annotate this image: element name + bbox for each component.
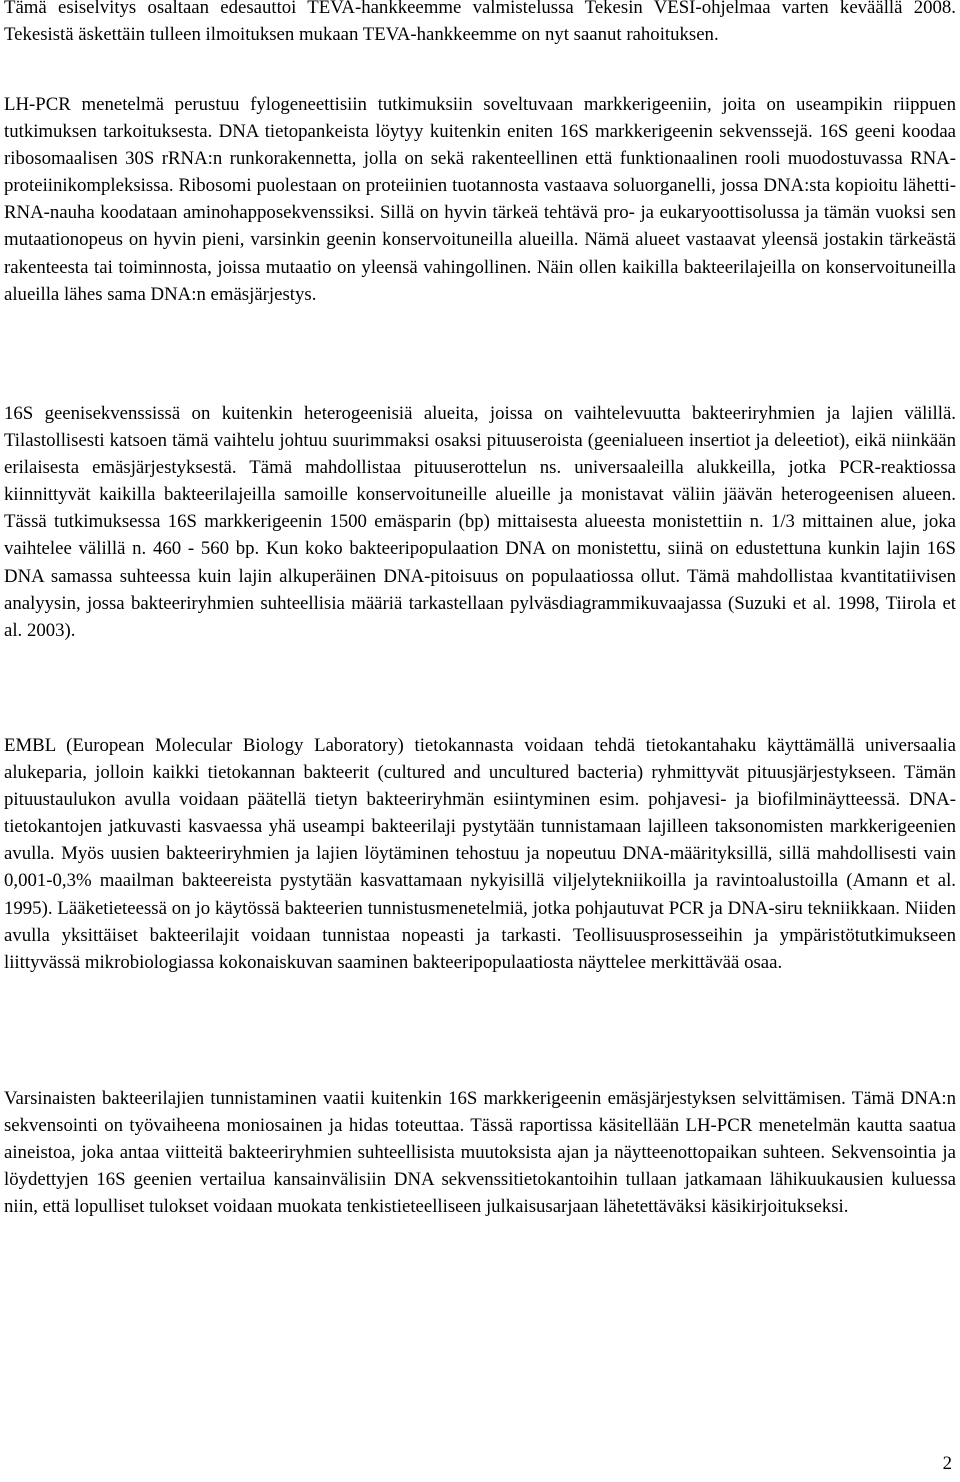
paragraph-embl-database: EMBL (European Molecular Biology Laboratory) tietokannasta voidaan tehdä tietokantahaku käyttämällä universaalia alukeparia, jolloin kaikki tietokannan bakteerit (cultured and uncultured bacteria) ryhmittyvät pituusjärjestykseen. Tämän pituustaulukon avulla voidaan päätellä tietyn bakteeriryhmän esiintyminen esim. pohjavesi- ja biofilminäytteessä. DNA-tietokantojen jatkuvasti kasvaessa yhä useampi bakteerilaji pystytään tunnistamaan lajilleen taksonomisten markkerigeenien avulla. Myös uusien bakteeriryhmien ja lajien löytäminen tehostuu ja nopeutuu DNA-määrityksillä, sillä mahdollisesti vain 0,001-0,3% maailman bakteereista pystytään kasvattamaan nykyisillä viljelytekniikoilla ja ravintoalustoilla (Amann et al. 1995). Lääketieteessä on jo käytössä bakteerien tunnistusmenetelmiä, jotka pohjautuvat PCR ja DNA-siru tekniikkaan. Niiden avulla yksittäiset bakteerilajit voidaan tunnistaa nopeasti ja tarkasti. Teollisuusprosesseihin ja ympäristötutkimukseen liittyvässä mikrobiologiassa kokonaiskuvan saaminen bakteeripopulaatiosta näyttelee merkittävää osaa. — [4, 735, 956, 973]
page-number: 2 — [942, 1453, 952, 1474]
paragraph-funding: Tämä esiselvitys osaltaan edesauttoi TEVA-hankkeemme valmistelussa Tekesin VESI-ohjelmaa varten keväällä 2008. Tekesistä äskettäin tulleen ilmoituksen mukaan TEVA-hankkeemme on nyt saanut rahoituksen. — [4, 0, 956, 46]
paragraph-lh-pcr-method: LH-PCR menetelmä perustuu fylogeneettisiin tutkimuksiin soveltuvaan markkerigeeniin, joita on useampikin riippuen tutkimuksen tarkoituksesta. DNA tietopankeista löytyy kuitenkin eniten 16S markkerigeenin sekvenssejä. 16S geeni koodaa ribosomaalisen 30S rRNA:n runkorakennetta, jolla on sekä rakenteellinen että funktionaalinen rooli muodostuvassa RNA-proteiinikompleksissa. Ribosomi puolestaan on proteiinien tuotannosta vastaava soluorganelli, jossa DNA:sta kopioitu lähetti-RNA-nauha koodataan aminohapposekvenssiksi. Sillä on hyvin tärkeä tehtävä pro- ja eukaryoottisolussa ja tämän vuoksi sen mutaationopeus on hyvin pieni, varsinkin geenin konservoituneilla alueilla. Nämä alueet vastaavat yleensä jostakin tärkeästä rakenteesta tai toiminnosta, joissa mutaatio on yleensä vahingollinen. Näin ollen kaikilla bakteerilajeilla on konservoituneilla alueilla lähes sama DNA:n emäsjärjestys. — [4, 94, 956, 305]
paragraph-16s-heterogeneity: 16S geenisekvenssissä on kuitenkin heterogeenisiä alueita, joissa on vaihtelevuutta bakteeriryhmien ja lajien välillä. Tilastollisesti katsoen tämä vaihtelu johtuu suurimmaksi osaksi pituuseroista (geenialueen insertiot ja deleetiot), eikä niinkään erilaisesta emäsjärjestyksestä. Tämä mahdollistaa pituuserottelun ns. universaaleilla alukkeilla, jotka PCR-reaktiossa kiinnittyvät kaikilla bakteerilajeilla samoille konservoituneille alueille ja monistavat väliin jäävän heterogeenisen alueen. Tässä tutkimuksessa 16S markkerigeenin 1500 emäsparin (bp) mittaisesta alueesta monistettiin n. 1/3 mittainen alue, joka vaihtelee välillä n. 460 - 560 bp. Kun koko bakteeripopulaation DNA on monistettu, siinä on edustettuna kunkin lajin 16S DNA samassa suhteessa kuin lajin alkuperäinen DNA-pitoisuus on populaatiossa ollut. Tämä mahdollistaa kvantitatiivisen analyysin, jossa bakteeriryhmien suhteellisia määriä tarkastellaan pylväsdiagrammikuvaajassa (Suzuki et al. 1998, Tiirola et al. 2003). — [4, 403, 956, 641]
paragraph-sequencing: Varsinaisten bakteerilajien tunnistaminen vaatii kuitenkin 16S markkerigeenin emäsjärjestyksen selvittämisen. Tämä DNA:n sekvensointi on työvaiheena moniosainen ja hidas toteuttaa. Tässä raportissa käsitellään LH-PCR menetelmän kautta saatua aineistoa, joka antaa viitteitä bakteeriryhmien suhteellisista muutoksista ajan ja näytteenottopaikan suhteen. Sekvensointia ja löydettyjen 16S geenien vertailua kansainvälisiin DNA sekvenssitietokantoihin tullaan jatkamaan lähikuukausien kuluessa niin, että lopulliset tulokset voidaan muokata tenkistieteelliseen julkaisusarjaan lähetettäväksi käsikirjoitukseksi. — [4, 1088, 956, 1218]
